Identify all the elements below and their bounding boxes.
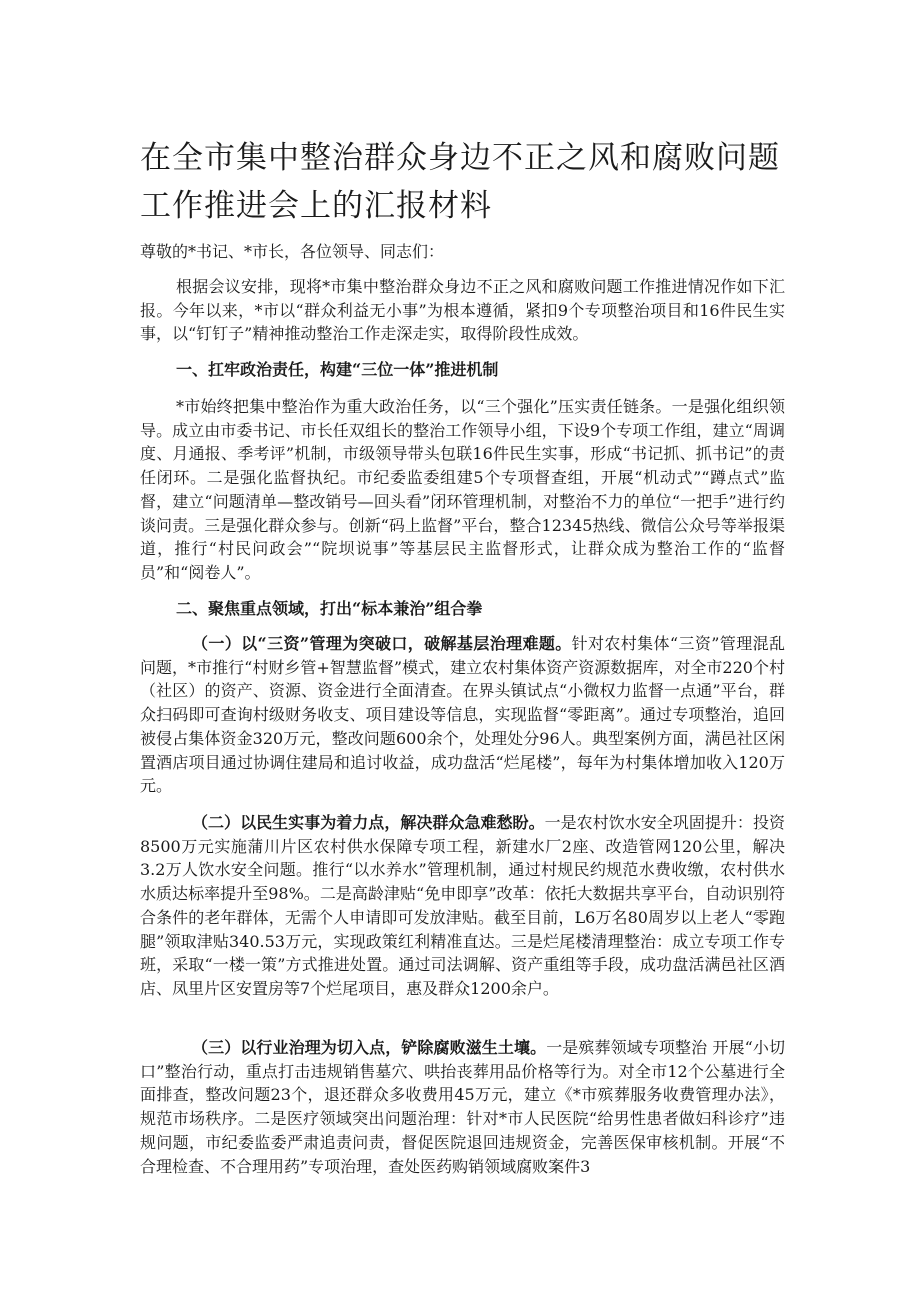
subsection-1-body: 针对农村集体“三资”管理混乱问题，*市推行“村财乡管+智慧监督”模式，建立农村集体资产资源数据库，对全市220个村（社区）的资产、资源、资金进行全面清查。在界头镇试点“小微权力监督一点通”平台，群众扫码即可查询村级财务收支、项目建设等信息，实现监督“零距离”。通过专项整治，追回被侵占集体资金320万元，整改问题600余个，处理处分96人。典型案例方面，满邑社区闲置酒店项目通过协调住建局和追讨收益，成功盘活“烂尾楼”，每年为村集体增加收入120万元。 [140, 634, 785, 796]
intro-paragraph: 根据会议安排，现将*市集中整治群众身边不正之风和腐败问题工作推进情况作如下汇报。今年以来，*市以“群众利益无小事”为根本遵循，紧扣9个专项整治项目和16件民生实事，以“钉钉子”精神推动整治工作走深走实，取得阶段性成效。 [140, 277, 785, 344]
document-title: 在全市集中整治群众身边不正之风和腐败问题工作推进会上的汇报材料 [140, 140, 780, 224]
subsection-2-paragraph [140, 811, 785, 1001]
subsection-1-lead: （一）以“三资”管理为突破口，破解基层治理难题。 [192, 634, 572, 653]
section-1-body: *市始终把集中整治作为重大政治任务，以“三个强化”压实责任链条。一是强化组织领导。成立由市委书记、市长任双组长的整治工作领导小组，下设9个专项工作组，建立“周调度、月通报、季考评”机制，市级领导带头包联16件民生实事，形成“书记抓、抓书记”的责任闭环。二是强化监督执纪。市纪委监委组建5个专项督查组，开展“机动式”“蹲点式”监督，建立“问题清单—整改销号—回头看”闭环管理机制，对整治不力的单位“一把手”进行约谈问责。三是强化群众参与。创新“码上监督”平台，整合12345热线、微信公众号等举报渠道，推行“村民问政会”“院坝说事”等基层民主监督形式，让群众成为整治工作的“监督员”和“阅卷人”。 [140, 397, 785, 582]
subsection-3-body: 一是殡葬领域专项整治 开展“小切口”整治行动，重点打击违规销售墓穴、哄抬丧葬用品价格等行为。对全市12个公墓进行全面排查，整改问题23个，退还群众多收费用45万元，建立《*市殡葬服务收费管理办法》，规范市场秩序。二是医疗领域突出问题治理：针对*市人民医院“给男性患者做妇科诊疗”违规问题，市纪委监委严肃追责问责，督促医院退回违规资金，完善医保审核机制。开展“不合理检查、不合理用药”专项治理，查处医药购销领域腐败案件3 [140, 1038, 785, 1176]
section-1-heading: 一、扛牢政治责任，构建“三位一体”推进机制 [176, 360, 499, 379]
subsection-3-lead: （三）以行业治理为切入点，铲除腐败滋生土壤。 [192, 1038, 547, 1057]
subsection-2-body: 一是农村饮水安全巩固提升：投资8500万元实施蒲川片区农村供水保障专项工程，新建水厂2座、改造管网120公里，解决3.2万人饮水安全问题。推行“以水养水”管理机制，通过村规民约规范水费收缴，农村供水水质达标率提升至98%。二是高龄津贴“免申即享”改革：依托大数据共享平台，自动识别符合条件的老年群体，无需个人申请即可发放津贴。截至目前，L6万名80周岁以上老人“零跑腿”领取津贴340.53万元，实现政策红利精准直达。三是烂尾楼清理整治：成立专项工作专班，采取“一楼一策”方式推进处置。通过司法调解、资产重组等手段，成功盘活满邑社区酒店、凤里片区安置房等7个烂尾项目，惠及群众1200余户。 [140, 813, 785, 998]
section-2-heading: 二、聚焦重点领域，打出“标本兼治”组合拳 [176, 599, 483, 618]
subsection-1-paragraph [140, 632, 785, 798]
salutation: 尊敬的*书记、*市长，各位领导、同志们： [140, 242, 445, 261]
subsection-2-lead: （二）以民生实事为着力点，解决群众急难愁盼。 [192, 813, 545, 832]
subsection-3-paragraph [140, 1036, 785, 1178]
